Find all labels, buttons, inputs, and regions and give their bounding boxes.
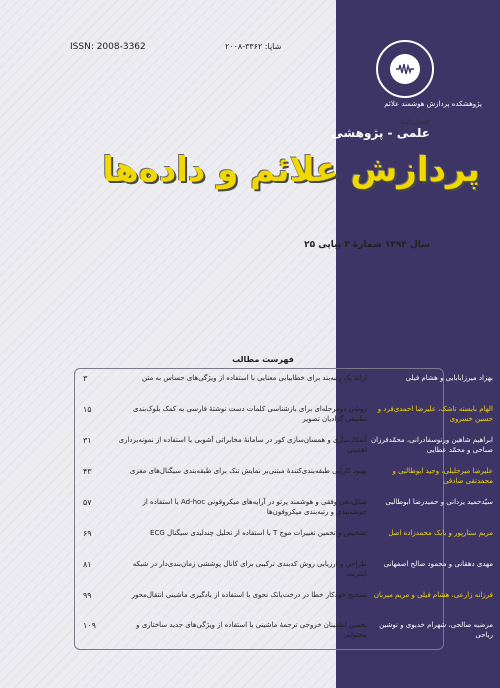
toc-heading: فهرست مطالب bbox=[232, 355, 294, 364]
toc-row bbox=[75, 558, 493, 592]
toc-authors: ابراهیم شاهین ورنوسفادرانی، محمّدفرزان صباحی و محمّد عطایی bbox=[371, 436, 493, 454]
journal-type: فصل‌نامهٔ bbox=[399, 117, 430, 126]
toc-article-title: شکل‌دهی وفقی و هوشمند پرتو در آرایه‌های میکروفونی Ad-hoc با استفاده از خوشه‌بندی و رتبه‌بندی میکروفون‌ها bbox=[142, 498, 367, 516]
toc-row bbox=[75, 496, 493, 530]
toc-article-title: ارائهٔ یک رتبه‌بند برای خطابیابی معنایی با استفاده از ویژگی‌های حساس به متن bbox=[142, 374, 367, 382]
toc-authors: بهزاد میرزابابایی و هشام فیلی bbox=[405, 374, 493, 382]
toc-page-number: ۹۹ bbox=[83, 591, 92, 600]
toc-row bbox=[75, 434, 493, 468]
toc-article-title: تخمین اطمینان خروجی ترجمهٔ ماشینی با استفاده از ویژگی‌های جدید ساختاری و محتوایی bbox=[136, 621, 367, 639]
journal-title: پردازش علائم و داده‌ها bbox=[102, 150, 480, 190]
toc-page-number: ۳ bbox=[83, 374, 88, 383]
toc-article-title: روشی دومرحله‌ای برای بازشناسی کلمات دست نوشتهٔ فارسی به کمک بلوک‌بندی تطبیقی گرادیان تصویر bbox=[133, 405, 367, 423]
toc-authors: الهام بایسته تاشک، علیرضا احمدی‌فرد و حسین خسروی bbox=[377, 405, 493, 423]
toc-authors: مرضیه صالحی، شهرام خدیوی و نوشین ریاحی bbox=[379, 621, 493, 639]
institute-name: پژوهشکده پردازش هوشمند علائم bbox=[384, 100, 482, 108]
toc-row bbox=[75, 527, 493, 561]
toc-row bbox=[75, 403, 493, 437]
journal-kind: علمی - پژوهشی bbox=[331, 126, 430, 140]
toc-row bbox=[75, 372, 493, 406]
toc-page-number: ۱۵ bbox=[83, 405, 92, 414]
issue-info: سال ۱۳۹۴ شمارهٔ ۳ پیاپی ۲۵ bbox=[304, 240, 430, 250]
toc-authors: علیرضا میرجلیلی، وحید ابوطالبی و محمدتقی صادقی bbox=[392, 467, 493, 485]
toc-article-title: تشخیص و تخمین تغییرات موج T با استفاده از تحلیل چندلیدی سیگنال ECG bbox=[150, 529, 367, 537]
toc-page-number: ۸۱ bbox=[83, 560, 92, 569]
toc-box bbox=[74, 368, 493, 650]
toc-authors: فرزانه زارعی، هشام فیلی و مریم میربان bbox=[373, 591, 493, 599]
issn-persian: شاپا: ۳۳۶۲-۲۰۰۸ bbox=[225, 42, 282, 51]
toc-row bbox=[75, 589, 493, 623]
signal-wave-icon bbox=[390, 54, 420, 84]
toc-row bbox=[75, 619, 493, 653]
toc-authors: مریم ستارپور و بابک محمدزاده اصل bbox=[388, 529, 493, 537]
toc-article-title: تصحیح خودکار خطا در درخت‌بانک نحوی با استفاده از یادگیری ماشینی انتقال‌محور bbox=[131, 591, 367, 599]
issn-number: ISSN: 2008-3362 bbox=[70, 42, 146, 52]
toc-authors: مهدی دهقانی و محمود صالح اصفهانی bbox=[383, 560, 493, 568]
toc-article-title: بهبود کارایی طبقه‌بندی‌کنندهٔ مبتنی‌بر نمایش تنک برای طبقه‌بندی سیگنال‌های مغزی bbox=[129, 467, 367, 475]
toc-page-number: ۳۱ bbox=[83, 436, 92, 445]
toc-page-number: ۵۷ bbox=[83, 498, 92, 507]
toc-article-title: آشکارسازی و همسان‌سازی کور در سامانهٔ مخابراتی آشوبی با استفاده از نمونه‌برداری اهمیتی bbox=[118, 436, 367, 454]
toc-authors: سیّدحمید یزدانی و حمیدرضا ابوطالبی bbox=[385, 498, 493, 506]
toc-article-title: طراحی و ارزیابی روش کدبندی ترکیبی برای کانال پوششی زمان‌بندی‌دار در شبکه اینترنت bbox=[132, 560, 367, 578]
toc-row bbox=[75, 465, 493, 499]
toc-page-number: ۴۳ bbox=[83, 467, 92, 476]
toc-page-number: ۶۹ bbox=[83, 529, 92, 538]
toc-page-number: ۱۰۹ bbox=[83, 621, 96, 630]
